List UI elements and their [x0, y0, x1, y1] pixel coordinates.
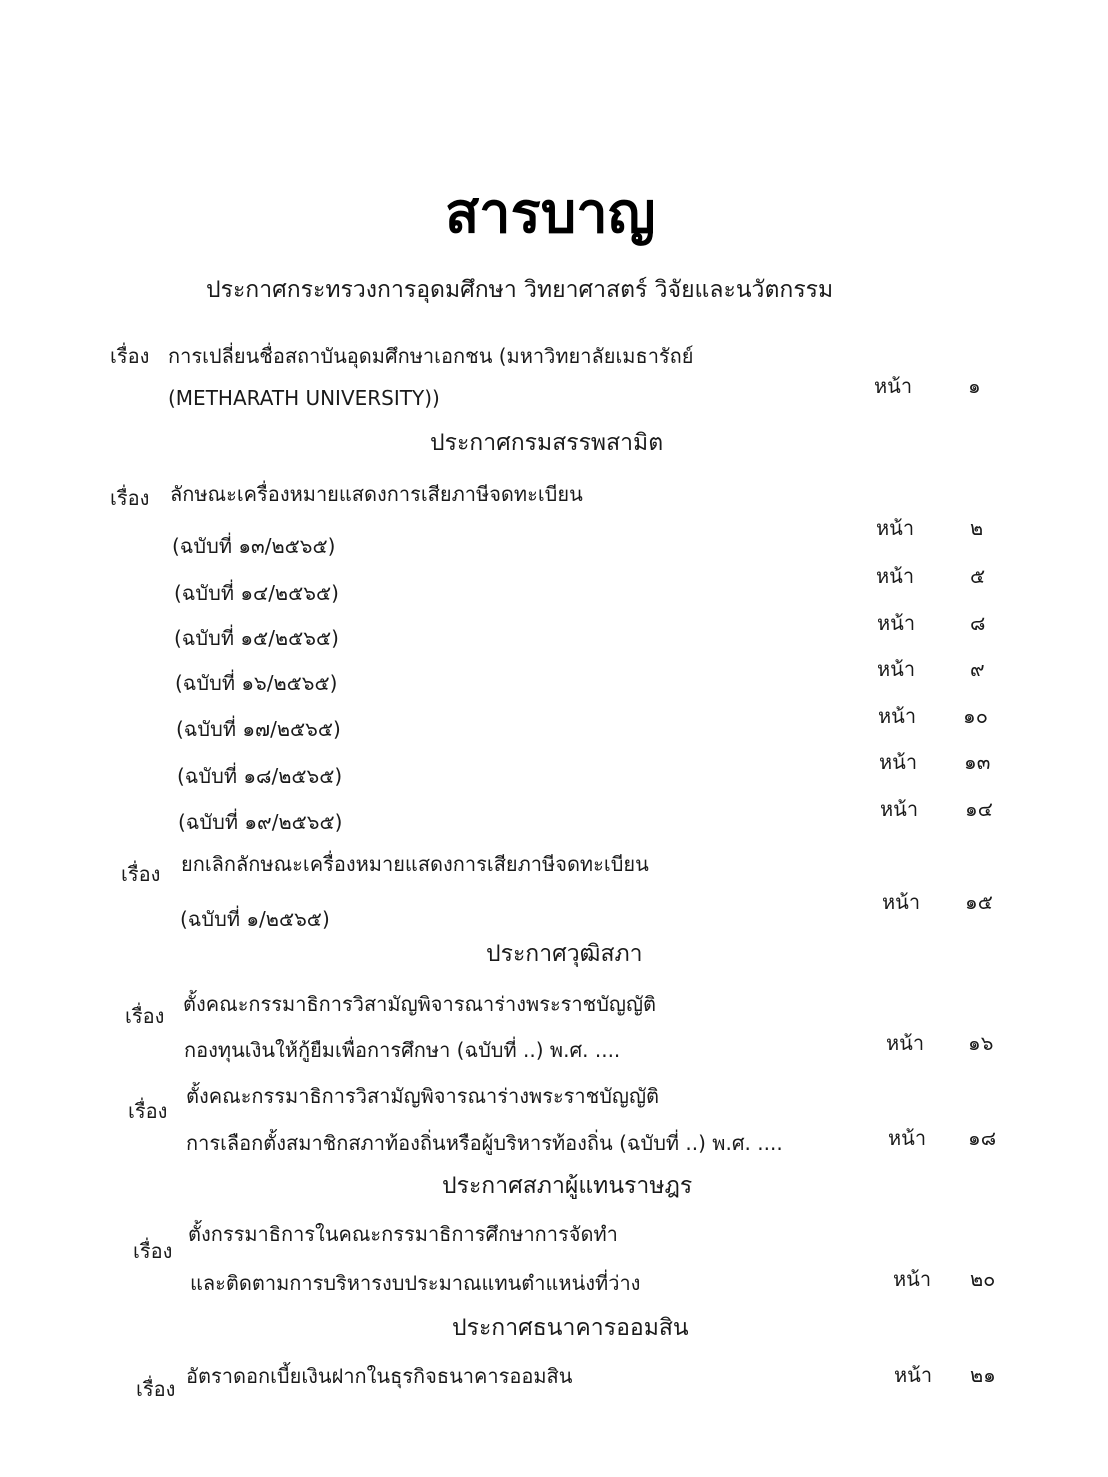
- page-number: ๕: [970, 564, 986, 588]
- subitem-text: (ฉบับที่ ๑๗/๒๕๖๕): [176, 717, 341, 741]
- entry-label: เรื่อง: [110, 344, 150, 368]
- page-title: สารบาญ: [445, 181, 656, 246]
- entry-title-line: อัตราดอกเบี้ยเงินฝากในธุรกิจธนาคารออมสิน: [186, 1364, 573, 1388]
- section-heading: ประกาศสภาผู้แทนราษฎร: [442, 1173, 693, 1199]
- entry-label: เรื่อง: [125, 1004, 165, 1028]
- page-label: หน้า: [879, 750, 918, 774]
- entry-label: เรื่อง: [121, 862, 161, 886]
- page-number: ๒: [970, 516, 984, 540]
- entry-label: เรื่อง: [110, 486, 150, 510]
- page-label: หน้า: [888, 1126, 927, 1150]
- entry-title-line: ยกเลิกลักษณะเครื่องหมายแสดงการเสียภาษีจดทะเบียน: [181, 852, 649, 876]
- entry-title-line: ลักษณะเครื่องหมายแสดงการเสียภาษีจดทะเบียน: [170, 482, 583, 506]
- subitem-text: (ฉบับที่ ๑๙/๒๕๖๕): [178, 810, 343, 834]
- page-number: ๑๓: [964, 750, 991, 774]
- page-label: หน้า: [877, 611, 916, 635]
- page-number: ๒๑: [970, 1363, 996, 1387]
- page-number: ๑: [968, 374, 981, 398]
- page-number: ๙: [970, 657, 985, 681]
- page-label: หน้า: [882, 890, 921, 914]
- page-number: ๑๖: [968, 1031, 994, 1055]
- page-label: หน้า: [894, 1363, 933, 1387]
- page-number: ๑๘: [968, 1126, 997, 1150]
- entry-title-line: และติดตามการบริหารงบประมาณแทนตำแหน่งที่ว่าง: [190, 1271, 641, 1295]
- section-heading: ประกาศกระทรวงการอุดมศึกษา วิทยาศาสตร์ วิจัยและนวัตกรรม: [206, 277, 834, 303]
- section-heading: ประกาศกรมสรรพสามิต: [430, 430, 664, 456]
- subitem-text: (ฉบับที่ ๑๖/๒๕๖๕): [175, 671, 338, 695]
- entry-title-line: ตั้งคณะกรรมาธิการวิสามัญพิจารณาร่างพระราชบัญญัติ: [186, 1084, 659, 1108]
- entry-label: เรื่อง: [133, 1239, 173, 1263]
- page-label: หน้า: [878, 704, 917, 728]
- page-label: หน้า: [877, 657, 916, 681]
- subitem-text: (ฉบับที่ ๑๕/๒๕๖๕): [174, 626, 339, 650]
- entry-title-line: การเลือกตั้งสมาชิกสภาท้องถิ่นหรือผู้บริหารท้องถิ่น (ฉบับที่ ..) พ.ศ. ....: [186, 1131, 783, 1155]
- page-number: ๒๐: [970, 1267, 996, 1291]
- entry-title-line: ตั้งกรรมาธิการในคณะกรรมาธิการศึกษาการจัดทำ: [188, 1222, 618, 1246]
- page-label: หน้า: [876, 564, 915, 588]
- entry-label: เรื่อง: [128, 1099, 168, 1123]
- entry-title-line: ตั้งคณะกรรมาธิการวิสามัญพิจารณาร่างพระราชบัญญัติ: [183, 992, 656, 1016]
- subitem-text: (ฉบับที่ ๑๔/๒๕๖๕): [174, 581, 339, 605]
- page-number: ๑๕: [965, 890, 993, 914]
- page-number: ๑๐: [963, 704, 988, 728]
- page-label: หน้า: [893, 1267, 932, 1291]
- page-label: หน้า: [876, 516, 915, 540]
- page-label: หน้า: [874, 374, 913, 398]
- entry-title-line: (METHARATH UNIVERSITY)): [168, 386, 440, 410]
- entry-title-line: (ฉบับที่ ๑/๒๕๖๕): [180, 907, 330, 931]
- section-heading: ประกาศธนาคารออมสิน: [452, 1315, 689, 1341]
- entry-label: เรื่อง: [136, 1377, 176, 1401]
- page-number: ๘: [970, 611, 986, 635]
- entry-title-line: กองทุนเงินให้กู้ยืมเพื่อการศึกษา (ฉบับที่ ..) พ.ศ. ....: [184, 1038, 621, 1062]
- entry-title-line: การเปลี่ยนชื่อสถาบันอุดมศึกษาเอกชน (มหาวิทยาลัยเมธารัถย์: [168, 344, 694, 368]
- page-label: หน้า: [880, 797, 919, 821]
- subitem-text: (ฉบับที่ ๑๓/๒๕๖๕): [172, 534, 336, 558]
- page-label: หน้า: [886, 1031, 925, 1055]
- subitem-text: (ฉบับที่ ๑๘/๒๕๖๕): [177, 764, 343, 788]
- page-number: ๑๔: [965, 797, 993, 821]
- section-heading: ประกาศวุฒิสภา: [486, 941, 643, 967]
